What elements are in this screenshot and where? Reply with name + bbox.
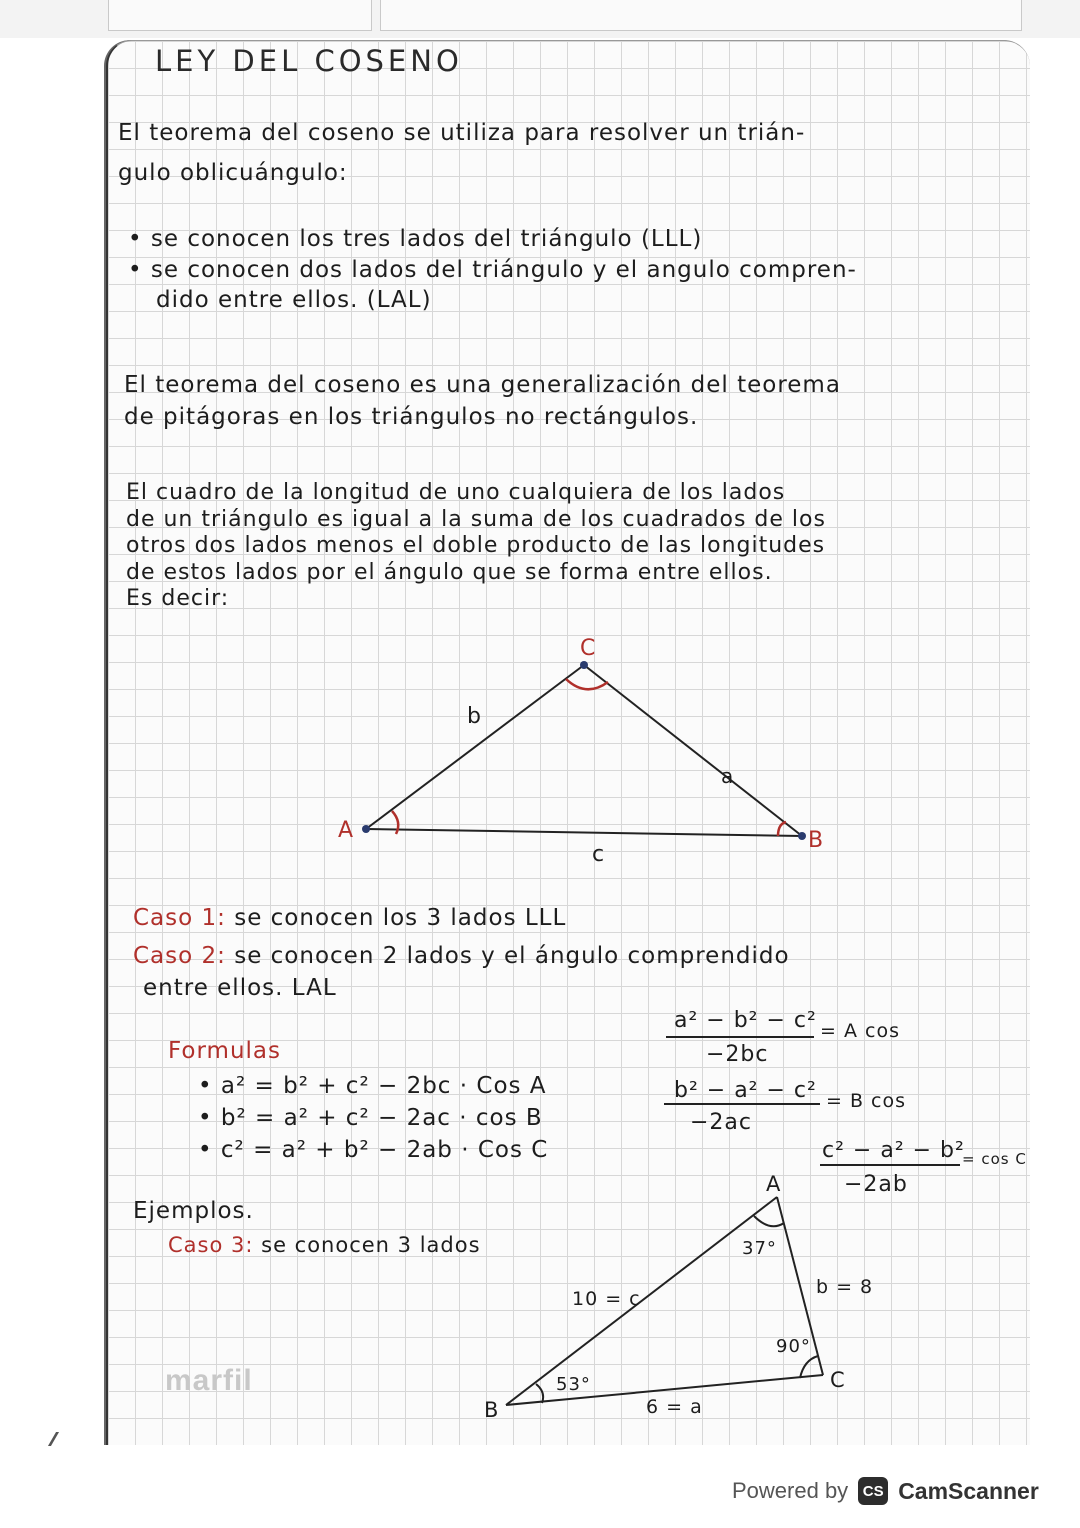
generalization-line-1: El teorema del coseno es una generalización del teorema xyxy=(124,372,841,398)
bullet-text: se conocen dos lados del triángulo y el angulo compren- xyxy=(150,256,857,283)
label-vertex-b: B xyxy=(808,828,825,853)
side-c-example-line xyxy=(506,1197,777,1405)
definition-line: El cuadro de la longitud de uno cualquiera de los lados xyxy=(126,480,786,505)
label-vertex-a: A xyxy=(338,818,355,843)
bullet-item: • se conocen dos lados del triángulo y el angulo compren- xyxy=(128,256,857,283)
bullet-text: se conocen los tres lados del triángulo (LLL) xyxy=(150,226,703,252)
camscanner-footer xyxy=(732,1472,1039,1510)
formula-list xyxy=(198,1070,548,1166)
definition-line: Es decir: xyxy=(126,586,230,611)
case-1 xyxy=(133,905,566,932)
notebook-brand-logo: marfil xyxy=(165,1364,253,1397)
fraction-3-numerator: c² − a² − b² xyxy=(822,1138,965,1163)
intro-line-2: gulo oblicuángulo: xyxy=(118,160,348,186)
side-c-line xyxy=(366,829,802,836)
example-side-b: b = 8 xyxy=(816,1276,874,1298)
example-angle-b: 53° xyxy=(556,1374,591,1395)
formula-item: • c² = a² + b² − 2ab · Cos C xyxy=(198,1137,549,1163)
label-vertex-c: C xyxy=(580,636,597,661)
case-2-text: se conocen 2 lados y el ángulo comprendido xyxy=(234,943,790,969)
bullet-item: • se conocen los tres lados del triángulo (LLL) xyxy=(128,226,703,252)
fraction-2-denominator: −2ac xyxy=(690,1110,753,1135)
definition-line: otros dos lados menos el doble producto de las longitudes xyxy=(126,533,826,558)
fraction-1-numerator: a² − b² − c² xyxy=(674,1008,817,1033)
angle-a-arc xyxy=(392,811,398,834)
fraction-2-result: = B cos xyxy=(826,1090,907,1112)
formula-text: c² = a² + b² − 2ab · Cos C xyxy=(220,1137,549,1163)
vertex-a-dot xyxy=(362,825,370,833)
case-3-label: Caso 3: xyxy=(168,1233,254,1257)
side-b-line xyxy=(366,665,584,829)
case-2-continued: entre ellos. LAL xyxy=(143,975,337,1001)
fraction-2-numerator: b² − a² − c² xyxy=(674,1078,817,1103)
example-vertex-a: A xyxy=(766,1172,782,1196)
fraction-3-denominator: −2ab xyxy=(844,1172,908,1197)
fraction-1-result: = A cos xyxy=(820,1020,900,1042)
vertex-b-dot xyxy=(798,832,806,840)
angle-90-arc xyxy=(800,1356,818,1378)
label-side-a: a xyxy=(721,764,735,788)
case-1-text: se conocen los 3 lados LLL xyxy=(234,905,567,931)
label-side-b: b xyxy=(467,704,482,729)
example-vertex-b: B xyxy=(484,1398,500,1422)
case-2-label: Caso 2: xyxy=(133,943,226,969)
fraction-1-denominator: −2bc xyxy=(706,1042,769,1067)
camscanner-icon: CS xyxy=(858,1477,888,1505)
camscanner-brand: CamScanner xyxy=(898,1477,1039,1504)
powered-by-text: Powered by xyxy=(732,1478,849,1503)
page-title: LEY DEL COSENO xyxy=(155,44,463,78)
triangle-abc xyxy=(362,661,806,840)
side-a-line xyxy=(584,665,802,836)
bullet-text-continued: dido entre ellos. (LAL) xyxy=(156,287,432,313)
formulas-heading: Formulas xyxy=(168,1038,281,1064)
angle-37-arc xyxy=(754,1216,784,1226)
example-side-c: 10 = c xyxy=(572,1288,641,1310)
label-side-c: c xyxy=(592,842,606,867)
example-angle-a: 37° xyxy=(742,1238,777,1259)
example-angle-c: 90° xyxy=(776,1336,811,1357)
case-3-text: se conocen 3 lados xyxy=(261,1233,481,1257)
fraction-3-result: = cos C xyxy=(962,1150,1027,1168)
angle-53-arc xyxy=(536,1384,543,1403)
example-vertex-c: C xyxy=(830,1368,846,1392)
triangle-example xyxy=(506,1197,823,1405)
angle-c-arc xyxy=(566,679,608,689)
example-side-a: 6 = a xyxy=(646,1396,703,1418)
vertex-c-dot xyxy=(580,661,588,669)
generalization-line-2: de pitágoras en los triángulos no rectángulos. xyxy=(124,404,699,430)
case-1-label: Caso 1: xyxy=(133,905,226,931)
formula-text: b² = a² + c² − 2ac · cos B xyxy=(220,1105,543,1131)
definition-line: de un triángulo es igual a la suma de los cuadrados de los xyxy=(126,506,826,532)
definition-line: de estos lados por el ángulo que se forma entre ellos. xyxy=(126,559,773,585)
formula-text: a² = b² + c² − 2bc · Cos A xyxy=(220,1073,547,1099)
case-2 xyxy=(133,943,790,970)
formula-item: • b² = a² + c² − 2ac · cos B xyxy=(198,1105,543,1131)
examples-heading: Ejemplos. xyxy=(133,1198,254,1224)
intro-line-1: El teorema del coseno se utiliza para resolver un trián- xyxy=(118,120,806,146)
angle-b-arc xyxy=(778,822,786,836)
case-3 xyxy=(168,1232,481,1259)
formula-item: • a² = b² + c² − 2bc · Cos A xyxy=(198,1073,547,1099)
